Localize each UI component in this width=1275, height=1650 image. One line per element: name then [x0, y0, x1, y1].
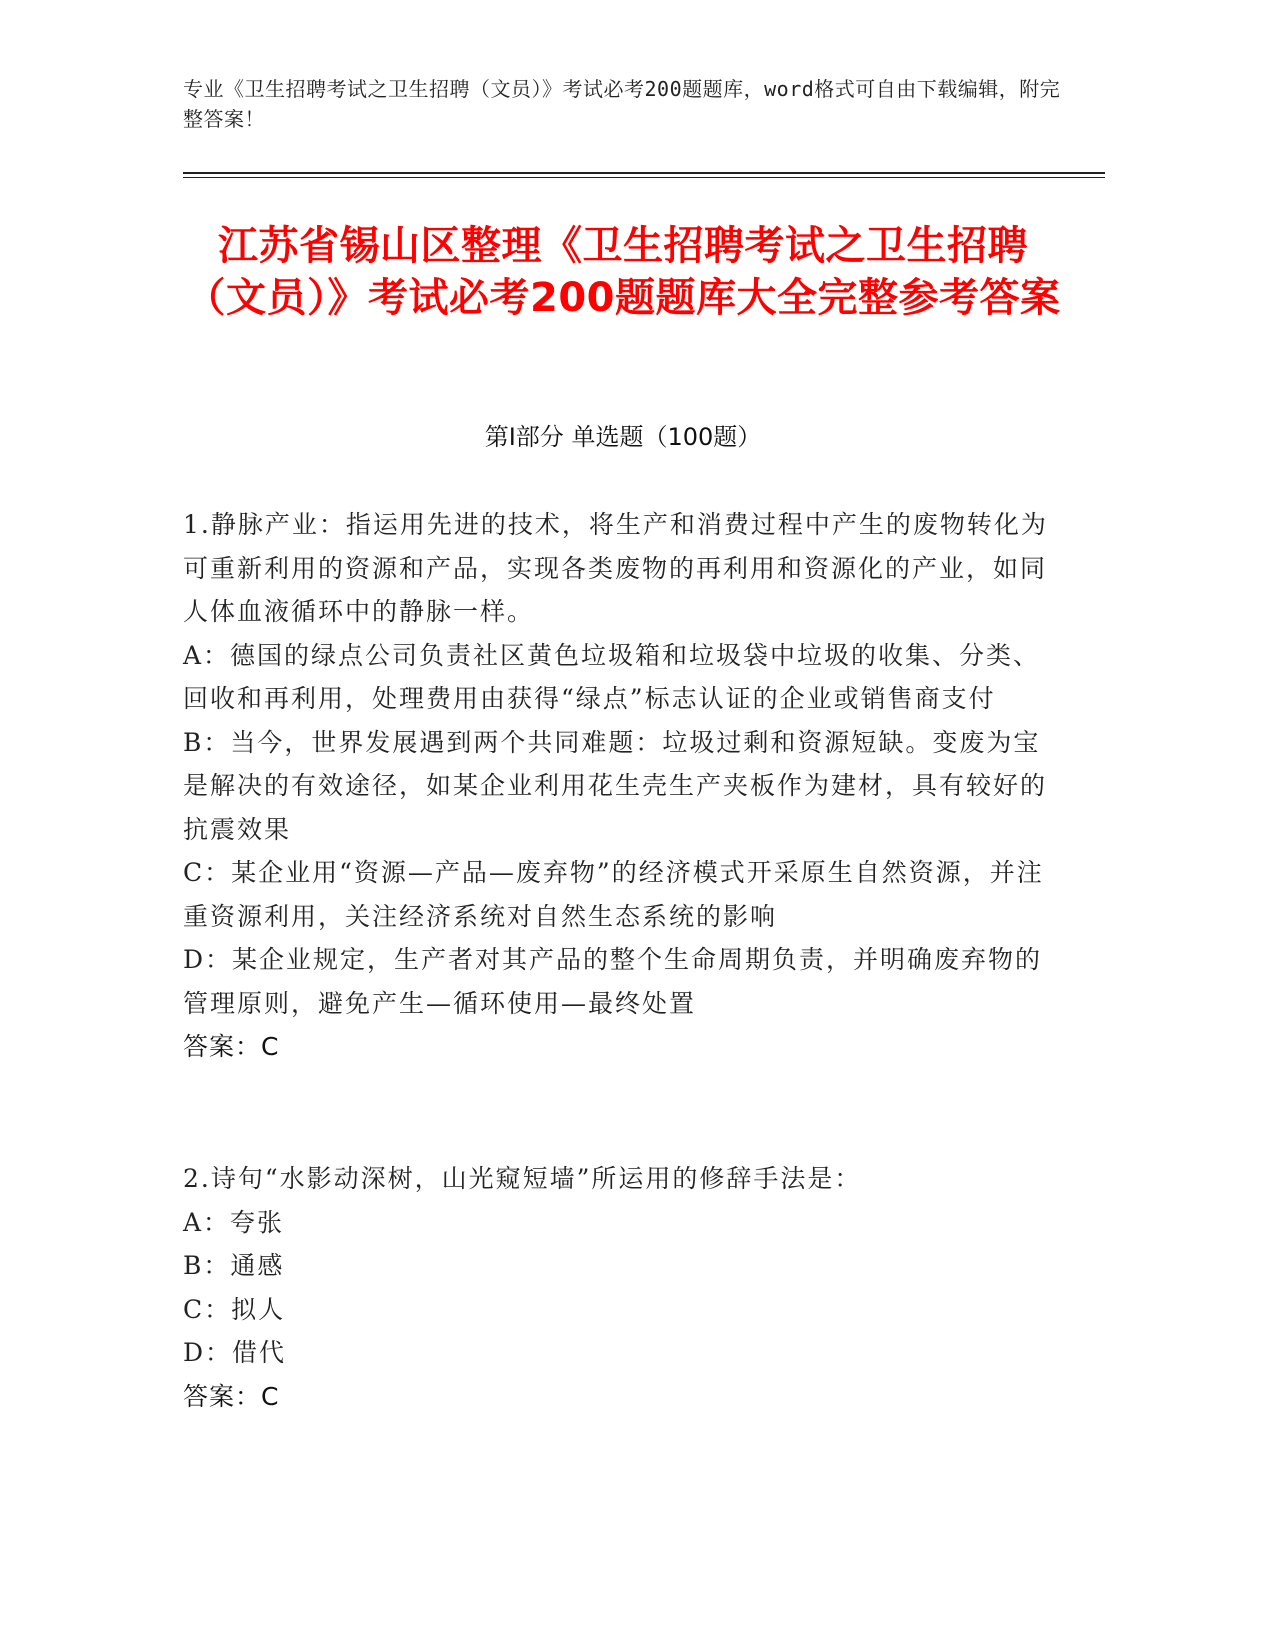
option-b: B：当今，世界发展遇到两个共同难题：垃圾过剩和资源短缺。变废为宝是解决的有效途径，如某企业利用花生壳生产夹板作为建材，具有较好的抗震效果: [183, 727, 1048, 844]
option-d: D：借代: [183, 1338, 287, 1367]
header-note: 专业《卫生招聘考试之卫生招聘（文员）》考试必考200题题库，word格式可自由下载编辑，附完整答案！: [183, 77, 1061, 131]
question-stem: 2.诗句“水影动深树，山光窥短墙”所运用的修辞手法是：: [183, 1164, 862, 1193]
option-c: C：某企业用“资源—产品—废弃物”的经济模式开采原生自然资源，并注重资源利用，关注经济系统对自然生态系统的影响: [183, 858, 1044, 931]
answer-line: 答案：C: [183, 1032, 280, 1061]
question-block: [183, 503, 1063, 1069]
question-stem: 1.静脉产业：指运用先进的技术，将生产和消费过程中产生的废物转化为可重新利用的资源和产品，实现各类废物的再利用和资源化的产业，如同人体血液循环中的静脉一样。: [183, 510, 1048, 626]
section-title: 第I部分 单选题（100题）: [484, 423, 762, 451]
option-a: A：德国的绿点公司负责社区黄色垃圾箱和垃圾袋中垃圾的收集、分类、回收和再利用，处理费用由获得“绿点”标志认证的企业或销售商支付: [183, 640, 1041, 713]
header-divider-thin: [183, 177, 1105, 178]
option-b: B：通感: [183, 1251, 285, 1280]
answer-line: 答案：C: [183, 1381, 280, 1411]
option-c: C：拟人: [183, 1294, 286, 1324]
header-divider-thick: [183, 172, 1105, 174]
question-block: [183, 1157, 1063, 1418]
document-title: 江苏省锡山区整理《卫生招聘考试之卫生招聘（文员）》考试必考200题题库大全完整参考答案: [185, 223, 1061, 321]
option-d: D：某企业规定，生产者对其产品的整个生命周期负责，并明确废弃物的管理原则，避免产生—循环使用—最终处置: [183, 945, 1043, 1018]
option-a: A：夸张: [183, 1207, 285, 1237]
